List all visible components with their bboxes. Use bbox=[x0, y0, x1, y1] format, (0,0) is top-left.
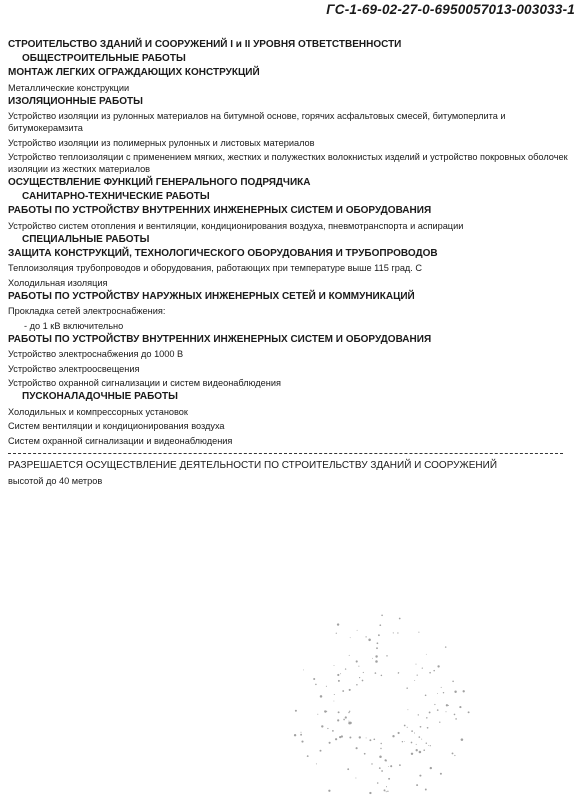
work-item: Прокладка сетей электроснабжения: bbox=[8, 306, 166, 316]
stamp-speckle bbox=[379, 624, 381, 626]
permit-height-limit: высотой до 40 метров bbox=[8, 475, 103, 486]
stamp-speckle bbox=[349, 737, 351, 739]
stamp-speckle bbox=[345, 716, 347, 718]
stamp-speckle bbox=[388, 778, 390, 780]
stamp-speckle bbox=[454, 755, 455, 756]
section-heading: РАБОТЫ ПО УСТРОЙСТВУ НАРУЖНЫХ ИНЖЕНЕРНЫХ СЕТЕЙ И КОММУНИКАЦИЙ bbox=[8, 290, 415, 302]
section-heading: СТРОИТЕЛЬСТВО ЗДАНИЙ И СООРУЖЕНИЙ I и II УРОВНЯ ОТВЕТСТВЕННОСТИ bbox=[8, 39, 402, 50]
stamp-speckle bbox=[336, 633, 337, 634]
stamp-speckle bbox=[320, 750, 322, 752]
stamp-speckle bbox=[345, 668, 346, 669]
stamp-speckle bbox=[387, 791, 388, 792]
stamp-speckle bbox=[316, 763, 317, 764]
stamp-speckle bbox=[295, 710, 297, 712]
work-item: Систем вентиляции и кондиционирования воздуха bbox=[8, 421, 225, 431]
stamp-speckle bbox=[301, 741, 303, 743]
stamp-speckle bbox=[375, 672, 377, 674]
stamp-speckle bbox=[411, 753, 413, 755]
category-heading: ОБЩЕСТРОИТЕЛЬНЫЕ РАБОТЫ bbox=[22, 53, 186, 64]
stamp-speckle bbox=[338, 680, 340, 682]
stamp-speckle bbox=[386, 786, 387, 787]
stamp-speckle bbox=[416, 744, 417, 745]
stamp-speckle bbox=[349, 655, 350, 656]
faded-stamp-speckles bbox=[280, 600, 480, 800]
stamp-speckle bbox=[452, 752, 454, 754]
work-item: Устройство изоляции из рулонных материалов на битумной основе, горячих асфальтовых смесей, битумоперлита и битумокерамзита bbox=[8, 111, 506, 133]
stamp-speckle bbox=[422, 667, 423, 668]
stamp-speckle bbox=[377, 782, 379, 784]
stamp-speckle bbox=[348, 712, 349, 713]
stamp-speckle bbox=[459, 706, 461, 708]
stamp-speckle bbox=[347, 768, 349, 770]
stamp-speckle bbox=[366, 737, 367, 738]
stamp-speckle bbox=[427, 727, 429, 729]
stamp-speckle bbox=[377, 642, 379, 644]
category-heading: САНИТАРНО-ТЕХНИЧЕСКИЕ РАБОТЫ bbox=[22, 191, 210, 202]
stamp-speckle bbox=[384, 789, 386, 791]
stamp-speckle bbox=[372, 658, 373, 659]
stamp-speckle bbox=[437, 665, 439, 667]
stamp-speckle bbox=[454, 691, 456, 693]
stamp-speckle bbox=[335, 738, 337, 740]
stamp-speckle bbox=[452, 681, 454, 683]
stamp-speckle bbox=[455, 718, 457, 720]
stamp-speckle bbox=[378, 634, 380, 636]
stamp-speckle bbox=[419, 736, 421, 738]
stamp-speckle bbox=[381, 770, 383, 772]
stamp-speckle bbox=[446, 704, 448, 706]
stamp-speckle bbox=[443, 692, 444, 693]
category-heading: ПУСКОНАЛАДОЧНЫЕ РАБОТЫ bbox=[22, 391, 178, 402]
stamp-speckle bbox=[390, 765, 392, 767]
stamp-speckle bbox=[385, 760, 387, 762]
work-types-list bbox=[8, 37, 573, 488]
stamp-speckle bbox=[416, 784, 418, 786]
stamp-speckle bbox=[454, 714, 456, 716]
stamp-speckle bbox=[425, 789, 427, 791]
work-item: Теплоизоляция трубопроводов и оборудования, работающих при температуре выше 115 град. С bbox=[8, 263, 423, 273]
stamp-speckle bbox=[359, 677, 360, 678]
stamp-speckle bbox=[463, 690, 465, 692]
stamp-speckle bbox=[317, 714, 318, 715]
stamp-speckle bbox=[434, 704, 435, 705]
dashed-divider bbox=[8, 453, 563, 454]
stamp-speckle bbox=[399, 764, 401, 766]
stamp-speckle bbox=[356, 660, 358, 662]
stamp-speckle bbox=[342, 690, 344, 692]
work-item: Устройство изоляции из полимерных рулонных и листовых материалов bbox=[8, 137, 315, 148]
stamp-speckle bbox=[334, 665, 335, 666]
stamp-speckle bbox=[414, 680, 415, 681]
stamp-speckle bbox=[420, 726, 422, 728]
stamp-speckle bbox=[433, 670, 435, 672]
stamp-speckle bbox=[417, 674, 418, 675]
stamp-speckle bbox=[355, 778, 356, 779]
permit-statement: РАЗРЕШАЕТСЯ ОСУЩЕСТВЛЕНИЕ ДЕЯТЕЛЬНОСТИ ПО СТРОИТЕЛЬСТВУ ЗДАНИЙ И СООРУЖЕНИЙ bbox=[8, 459, 498, 471]
stamp-speckle bbox=[407, 727, 408, 728]
work-subitem: - до 1 кВ включительно bbox=[24, 320, 124, 331]
document-number: ГС-1-69-02-27-0-6950057013-003033-1 bbox=[326, 2, 575, 17]
stamp-speckle bbox=[446, 711, 447, 712]
work-item: Систем охранной сигнализации и видеонаблюдения bbox=[8, 435, 233, 446]
stamp-speckle bbox=[381, 675, 383, 677]
stamp-speckle bbox=[407, 709, 408, 710]
stamp-speckle bbox=[343, 719, 345, 721]
stamp-speckle bbox=[386, 655, 387, 656]
stamp-speckle bbox=[349, 711, 350, 712]
section-heading: ОСУЩЕСТВЛЕНИЕ ФУНКЦИЙ ГЕНЕРАЛЬНОГО ПОДРЯДЧИКА bbox=[8, 177, 311, 188]
work-item: Металлические конструкции bbox=[8, 82, 130, 93]
stamp-speckle bbox=[339, 736, 341, 738]
stamp-speckle bbox=[326, 711, 327, 712]
stamp-speckle bbox=[371, 763, 372, 764]
stamp-speckle bbox=[315, 684, 317, 686]
stamp-speckle bbox=[379, 767, 381, 769]
stamp-speckle bbox=[303, 669, 304, 670]
stamp-speckle bbox=[328, 790, 330, 792]
stamp-speckle bbox=[429, 672, 431, 674]
stamp-speckle bbox=[338, 711, 340, 713]
section-heading: ИЗОЛЯЦИОННЫЕ РАБОТЫ bbox=[8, 95, 143, 107]
stamp-speckle bbox=[337, 719, 339, 721]
stamp-speckle bbox=[362, 680, 364, 682]
stamp-speckle bbox=[300, 734, 302, 736]
stamp-speckle bbox=[418, 632, 419, 633]
stamp-speckle bbox=[376, 647, 378, 649]
stamp-speckle bbox=[421, 739, 422, 740]
stamp-speckle bbox=[368, 639, 371, 642]
stamp-speckle bbox=[363, 672, 364, 673]
stamp-speckle bbox=[461, 738, 464, 741]
stamp-speckle bbox=[364, 753, 366, 755]
stamp-speckle bbox=[416, 664, 417, 665]
section-heading: МОНТАЖ ЛЕГКИХ ОГРАЖДАЮЩИХ КОНСТРУКЦИЙ bbox=[8, 67, 260, 78]
stamp-speckle bbox=[373, 738, 375, 740]
stamp-speckle bbox=[356, 747, 358, 749]
stamp-speckle bbox=[365, 636, 366, 637]
stamp-speckle bbox=[356, 684, 358, 686]
work-item: Устройство теплоизоляции с применением мягких, жестких и полужестких волокнистых изделий и устройство покровных оболочек изоляции из жестких материалов bbox=[8, 152, 568, 174]
section-heading: ЗАЩИТА КОНСТРУКЦИЙ, ТЕХНОЛОГИЧЕСКОГО ОБОРУДОВАНИЯ И ТРУБОПРОВОДОВ bbox=[8, 247, 438, 259]
stamp-speckle bbox=[419, 751, 422, 754]
stamp-speckle bbox=[426, 743, 427, 744]
stamp-speckle bbox=[445, 646, 446, 647]
stamp-speckle bbox=[324, 710, 326, 712]
stamp-speckle bbox=[340, 673, 341, 674]
work-item: Устройство электроснабжения до 1000 В bbox=[8, 349, 184, 359]
stamp-speckle bbox=[369, 739, 371, 741]
stamp-speckle bbox=[399, 618, 401, 620]
stamp-speckle bbox=[393, 632, 394, 633]
stamp-speckle bbox=[437, 709, 439, 711]
work-item: Холодильная изоляция bbox=[8, 277, 108, 288]
stamp-speckle bbox=[411, 742, 413, 744]
stamp-speckle bbox=[441, 687, 442, 688]
stamp-speckle bbox=[429, 711, 431, 713]
stamp-speckle bbox=[397, 632, 398, 633]
stamp-speckle bbox=[332, 730, 334, 732]
stamp-speckle bbox=[440, 773, 442, 775]
stamp-speckle bbox=[313, 678, 315, 680]
stamp-speckle bbox=[437, 693, 438, 694]
stamp-speckle bbox=[294, 734, 296, 736]
stamp-speckle bbox=[334, 694, 335, 695]
work-item: Устройство электроосвещения bbox=[8, 363, 140, 374]
stamp-speckle bbox=[419, 775, 421, 777]
stamp-speckle bbox=[380, 743, 381, 744]
section-heading: РАБОТЫ ПО УСТРОЙСТВУ ВНУТРЕННИХ ИНЖЕНЕРНЫХ СИСТЕМ И ОБОРУДОВАНИЯ bbox=[8, 205, 432, 216]
stamp-speckle bbox=[426, 654, 427, 655]
work-item: Устройство охранной сигнализации и систем видеонаблюдения bbox=[8, 378, 281, 388]
stamp-speckle bbox=[301, 732, 302, 733]
category-heading: СПЕЦИАЛЬНЫЕ РАБОТЫ bbox=[22, 233, 150, 245]
stamp-speckle bbox=[398, 672, 399, 673]
stamp-speckle bbox=[337, 623, 339, 625]
stamp-speckle bbox=[398, 732, 400, 734]
stamp-speckle bbox=[416, 749, 418, 751]
stamp-speckle bbox=[349, 722, 352, 725]
stamp-speckle bbox=[414, 732, 415, 733]
stamp-speckle bbox=[307, 755, 309, 757]
stamp-speckle bbox=[375, 660, 378, 663]
work-item: Холодильных и компрессорных установок bbox=[8, 406, 188, 417]
stamp-speckle bbox=[320, 695, 323, 698]
stamp-speckle bbox=[375, 655, 377, 657]
stamp-speckle bbox=[468, 711, 470, 713]
stamp-speckle bbox=[359, 736, 361, 738]
stamp-speckle bbox=[358, 666, 359, 667]
stamp-speckle bbox=[321, 725, 323, 727]
stamp-speckle bbox=[392, 735, 394, 737]
stamp-speckle bbox=[423, 749, 425, 751]
stamp-speckle bbox=[357, 630, 358, 631]
stamp-speckle bbox=[430, 767, 432, 769]
stamp-speckle bbox=[402, 741, 403, 742]
stamp-speckle bbox=[388, 766, 389, 767]
stamp-speckle bbox=[380, 748, 381, 749]
stamp-speckle bbox=[411, 730, 413, 732]
stamp-speckle bbox=[448, 705, 449, 706]
stamp-speckle bbox=[327, 728, 328, 729]
stamp-speckle bbox=[379, 756, 382, 759]
stamp-speckle bbox=[337, 674, 339, 676]
section-heading: РАБОТЫ ПО УСТРОЙСТВУ ВНУТРЕННИХ ИНЖЕНЕРНЫХ СИСТЕМ И ОБОРУДОВАНИЯ bbox=[8, 333, 432, 345]
stamp-speckle bbox=[404, 725, 406, 727]
work-lines bbox=[8, 39, 573, 447]
stamp-speckle bbox=[406, 687, 408, 689]
stamp-speckle bbox=[369, 792, 371, 794]
stamp-speckle bbox=[418, 714, 419, 715]
stamp-speckle bbox=[333, 701, 334, 702]
stamp-speckle bbox=[348, 721, 349, 722]
stamp-speckle bbox=[386, 791, 387, 792]
stamp-speckle bbox=[439, 722, 440, 723]
stamp-speckle bbox=[381, 615, 383, 617]
stamp-speckle bbox=[430, 745, 431, 746]
stamp-speckle bbox=[425, 695, 427, 697]
stamp-speckle bbox=[326, 686, 327, 687]
stamp-speckle bbox=[349, 689, 351, 691]
work-item: Устройство систем отопления и вентиляции, кондиционирования воздуха, пневмотранспорта и аспирации bbox=[8, 220, 464, 231]
stamp-speckle bbox=[404, 741, 405, 742]
stamp-speckle bbox=[428, 745, 429, 746]
stamp-speckle bbox=[426, 717, 427, 718]
stamp-speckle bbox=[350, 637, 351, 638]
stamp-speckle bbox=[329, 742, 331, 744]
